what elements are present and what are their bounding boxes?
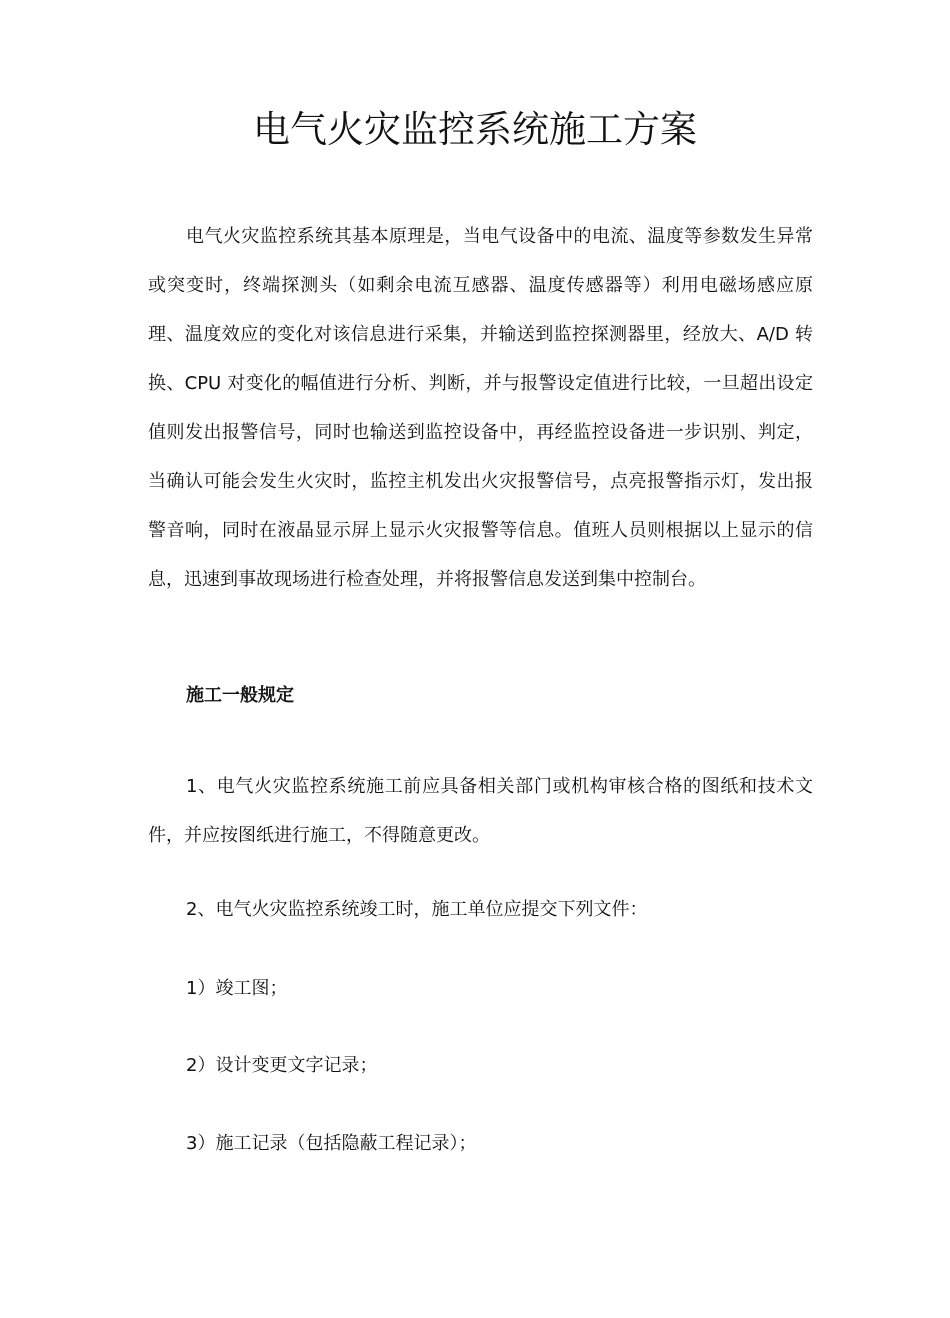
list-item: 3）施工记录（包括隐蔽工程记录）； (186, 1133, 477, 1154)
list-item: 1）竣工图； (186, 978, 288, 999)
rule-paragraph-2: 2、电气火灾监控系统竣工时，施工单位应提交下列文件： (186, 899, 648, 920)
document-title: 电气火灾监控系统施工方案 (253, 108, 697, 151)
list-item: 2）设计变更文字记录； (186, 1055, 378, 1076)
section-heading: 施工一般规定 (186, 685, 294, 706)
intro-paragraph: 电气火灾监控系统其基本原理是，当电气设备中的电流、温度等参数发生异常或突变时，终端探测头（如剩余电流互感器、温度传感器等）利用电磁场感应原理、温度效应的变化对该信息进行采集，并输送到监控探测器里，经放大、A/D 转换、CPU 对变化的幅值进行分析、判断，并与报警设定值进行比较，一旦超出设定值则发出报警信号，同时也输送到监控设备中，再经监控设备进一步识别、判定，当确认可能会发生火灾时，监控主机发出火灾报警信号，点亮报警指示灯，发出报警音响，同时在液晶显示屏上显示火灾报警等信息。值班人员则根据以上显示的信息，迅速到事故现场进行检查处理，并将报警信息发送到集中控制台。 (148, 226, 813, 590)
rule-paragraph-1: 1、电气火灾监控系统施工前应具备相关部门或机构审核合格的图纸和技术文件，并应按图纸进行施工，不得随意更改。 (148, 776, 813, 846)
